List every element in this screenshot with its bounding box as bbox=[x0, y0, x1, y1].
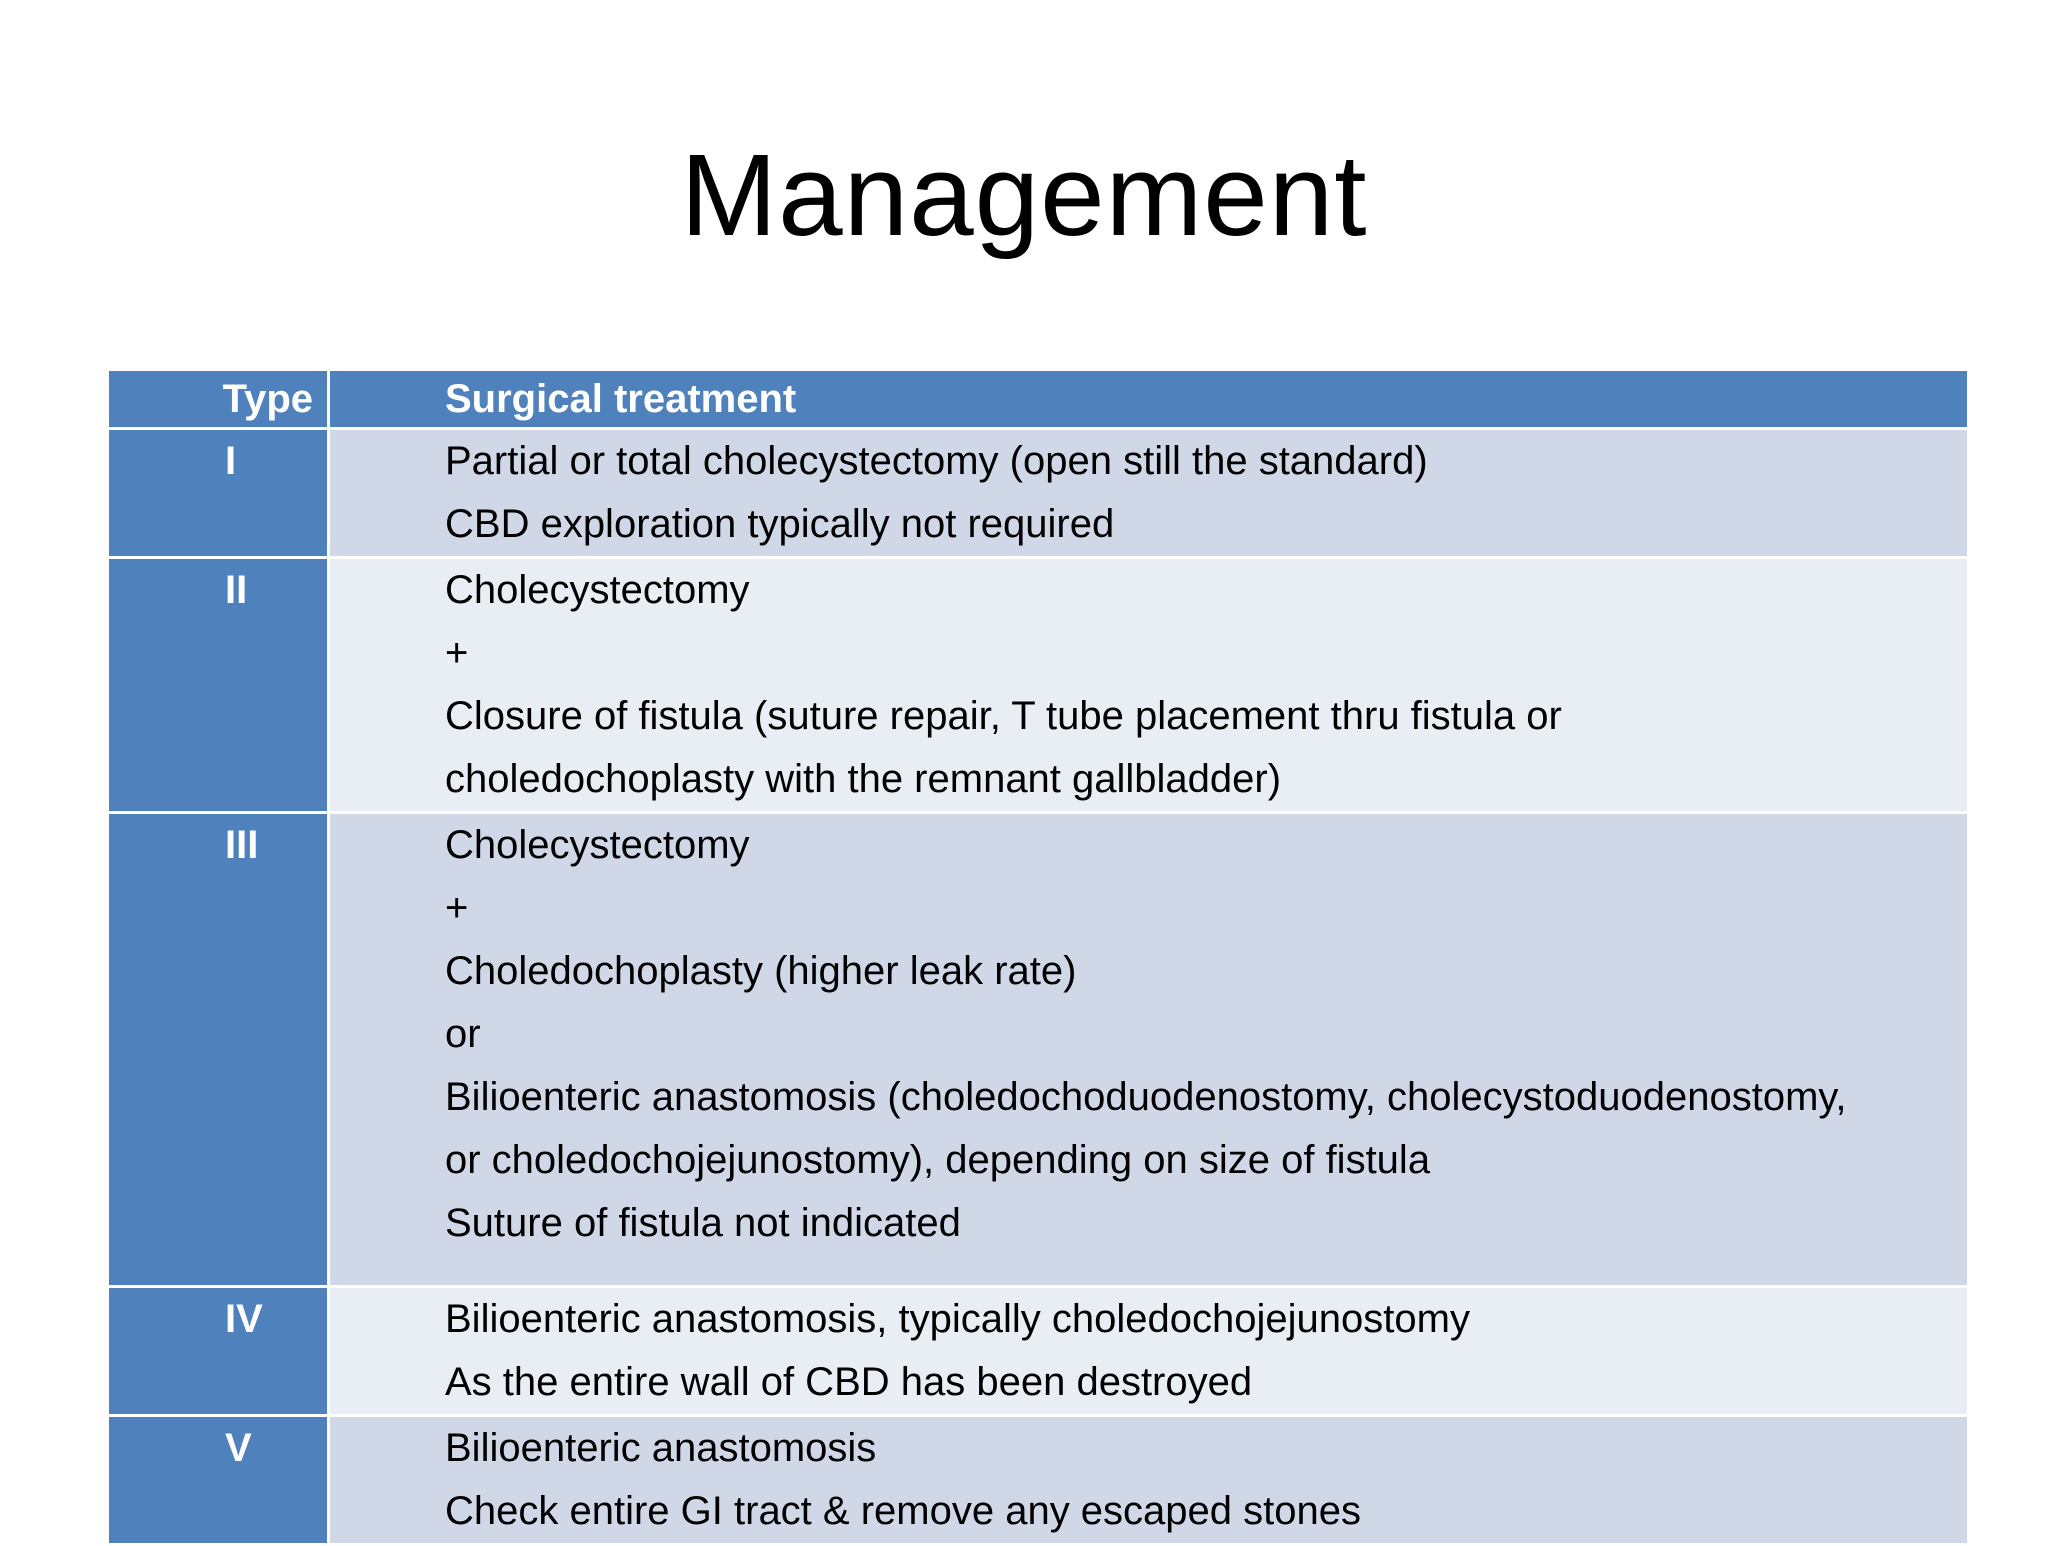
header-type: Type bbox=[108, 370, 329, 429]
treatment-line: or choledochojejunostomy), depending on size of fistula bbox=[445, 1138, 1431, 1182]
treatment-line: As the entire wall of CBD has been destroyed bbox=[445, 1360, 1253, 1404]
treatment-line: + bbox=[445, 886, 469, 930]
treatment-line: Bilioenteric anastomosis bbox=[445, 1426, 877, 1470]
table-row-type-4 bbox=[108, 1287, 1969, 1416]
table-row-type-2 bbox=[108, 558, 1969, 813]
type-cell: III bbox=[108, 813, 329, 1287]
treatment-cell bbox=[329, 1287, 1969, 1416]
type-cell: IV bbox=[108, 1287, 329, 1416]
table-row-type-1 bbox=[108, 429, 1969, 558]
type-cell: V bbox=[108, 1416, 329, 1545]
type-cell: I bbox=[108, 429, 329, 558]
type-cell: II bbox=[108, 558, 329, 813]
treatment-line: Cholecystectomy bbox=[445, 823, 750, 867]
management-table bbox=[106, 368, 1970, 1546]
treatment-line: Cholecystectomy bbox=[445, 568, 750, 612]
treatment-line: Check entire GI tract & remove any escaped stones bbox=[445, 1489, 1361, 1533]
treatment-cell bbox=[329, 429, 1969, 558]
slide-title: Management bbox=[680, 130, 1368, 260]
treatment-line: Suture of fistula not indicated bbox=[445, 1201, 961, 1245]
treatment-line: Bilioenteric anastomosis (choledochoduodenostomy, cholecystoduodenostomy, bbox=[445, 1075, 1847, 1119]
header-surgical-treatment: Surgical treatment bbox=[329, 370, 1969, 429]
table-row-type-5 bbox=[108, 1416, 1969, 1545]
treatment-line: or bbox=[445, 1012, 481, 1056]
treatment-line: choledochoplasty with the remnant gallbladder) bbox=[445, 757, 1282, 801]
table-header-row bbox=[108, 370, 1969, 429]
treatment-cell bbox=[329, 813, 1969, 1287]
treatment-line: Bilioenteric anastomosis, typically choledochojejunostomy bbox=[445, 1297, 1470, 1341]
treatment-line: Choledochoplasty (higher leak rate) bbox=[445, 949, 1077, 993]
treatment-line: Partial or total cholecystectomy (open still the standard) bbox=[445, 439, 1428, 483]
treatment-cell bbox=[329, 558, 1969, 813]
table-row-type-3 bbox=[108, 813, 1969, 1287]
treatment-line: + bbox=[445, 631, 469, 675]
treatment-cell bbox=[329, 1416, 1969, 1545]
treatment-line: Closure of fistula (suture repair, T tube placement thru fistula or bbox=[445, 694, 1562, 738]
treatment-line: CBD exploration typically not required bbox=[445, 502, 1115, 546]
